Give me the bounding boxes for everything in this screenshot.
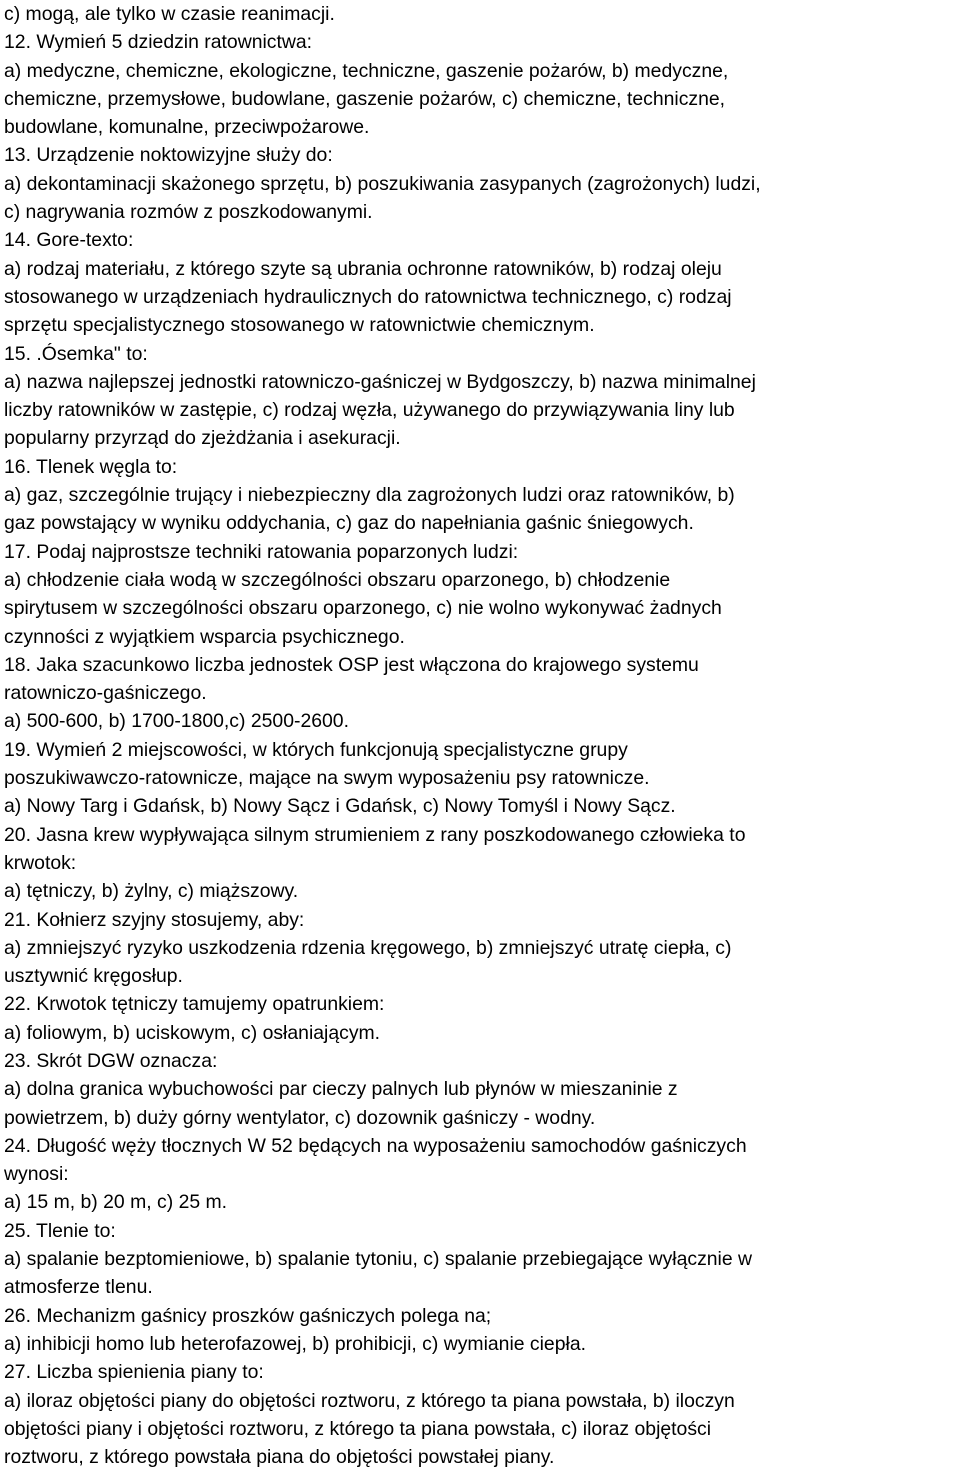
text-line: 20. Jasna krew wypływająca silnym strumieniem z rany poszkodowanego człowieka to — [4, 823, 746, 846]
text-line: 27. Liczba spienienia piany to: — [4, 1361, 264, 1384]
text-line: ratowniczo-gaśniczego. — [4, 682, 207, 705]
text-line: a) dolna granica wybuchowości par cieczy palnych lub płynów w mieszaninie z — [4, 1078, 678, 1101]
text-line: wynosi: — [4, 1163, 69, 1186]
text-line: 23. Skrót DGW oznacza: — [4, 1049, 218, 1072]
text-line: usztywnić kręgosłup. — [4, 965, 183, 988]
text-line: a) inhibicji homo lub heterofazowej, b) prohibicji, c) wymianie ciepła. — [4, 1332, 586, 1355]
text-line: a) 500-600, b) 1700-1800,c) 2500-2600. — [4, 710, 349, 733]
text-line: 14. Gore-texto: — [4, 229, 134, 252]
text-line: objętości piany i objętości roztworu, z którego ta piana powstała, c) iloraz objętości — [4, 1417, 712, 1440]
text-line: powietrzem, b) duży górny wentylator, c) dozownik gaśniczy - wodny. — [4, 1106, 596, 1129]
text-line: atmosferze tlenu. — [4, 1276, 153, 1299]
text-line: 25. Tlenie to: — [4, 1219, 116, 1242]
text-line: chemiczne, przemysłowe, budowlane, gaszenie pożarów, c) chemiczne, techniczne, — [4, 87, 726, 110]
text-line: 24. Długość węży tłocznych W 52 będących na wyposażeniu samochodów gaśniczych — [4, 1134, 747, 1157]
text-line: 17. Podaj najprostsze techniki ratowania poparzonych ludzi: — [4, 540, 519, 563]
text-line: 12. Wymień 5 dziedzin ratownictwa: — [4, 31, 313, 54]
text-line: gaz powstający w wyniku oddychania, c) gaz do napełniania gaśnic śniegowych. — [4, 512, 694, 535]
text-line: a) spalanie bezptomieniowe, b) spalanie tytoniu, c) spalanie przebiegające wyłącznie w — [4, 1248, 753, 1271]
text-line: 22. Krwotok tętniczy tamujemy opatrunkiem: — [4, 993, 385, 1016]
text-line: a) medyczne, chemiczne, ekologiczne, techniczne, gaszenie pożarów, b) medyczne, — [4, 59, 729, 82]
text-line: a) zmniejszyć ryzyko uszkodzenia rdzenia kręgowego, b) zmniejszyć utratę ciepła, c) — [4, 936, 732, 959]
text-line: 16. Tlenek węgla to: — [4, 455, 178, 478]
text-line: poszukiwawczo-ratownicze, mające na swym wyposażeniu psy ratownicze. — [4, 767, 650, 790]
text-line: a) foliowym, b) uciskowym, c) osłaniającym. — [4, 1021, 381, 1044]
text-line: stosowanego w urządzeniach hydraulicznych do ratownictwa technicznego, c) rodzaj — [4, 285, 732, 308]
text-line: a) Nowy Targ i Gdańsk, b) Nowy Sącz i Gdańsk, c) Nowy Tomyśl i Nowy Sącz. — [4, 795, 676, 818]
text-line: czynności z wyjątkiem wsparcia psychicznego. — [4, 625, 405, 648]
text-line: a) 15 m, b) 20 m, c) 25 m. — [4, 1191, 228, 1214]
text-line: spirytusem w szczególności obszaru oparzonego, c) nie wolno wykonywać żadnych — [4, 597, 722, 620]
text-line: 21. Kołnierz szyjny stosujemy, aby: — [4, 908, 305, 931]
text-line: 15. .Ósemka" to: — [4, 342, 148, 365]
text-line: a) tętniczy, b) żylny, c) miąższowy. — [4, 880, 299, 903]
text-line: a) dekontaminacji skażonego sprzętu, b) poszukiwania zasypanych (zagrożonych) ludzi, — [4, 172, 761, 195]
text-line: liczby ratowników w zastępie, c) rodzaj węzła, używanego do przywiązywania liny lub — [4, 399, 735, 422]
text-line: sprzętu specjalistycznego stosowanego w ratownictwie chemicznym. — [4, 314, 595, 337]
text-line: roztworu, z którego powstała piana do objętości powstałej piany. — [4, 1446, 555, 1469]
text-line: krwotok: — [4, 851, 77, 874]
text-line: popularny przyrząd do zjeżdżania i asekuracji. — [4, 427, 401, 450]
text-line: 19. Wymień 2 miejscowości, w których funkcjonują specjalistyczne grupy — [4, 738, 628, 761]
text-line: a) chłodzenie ciała wodą w szczególności obszaru oparzonego, b) chłodzenie — [4, 568, 671, 591]
text-line: a) nazwa najlepszej jednostki ratowniczo-gaśniczej w Bydgoszczy, b) nazwa minimalnej — [4, 370, 756, 393]
text-line: budowlane, komunalne, przeciwpożarowe. — [4, 116, 370, 139]
text-line: a) rodzaj materiału, z którego szyte są ubrania ochronne ratowników, b) rodzaj oleju — [4, 257, 722, 280]
text-line: c) nagrywania rozmów z poszkodowanymi. — [4, 201, 373, 224]
text-line: a) iloraz objętości piany do objętości roztworu, z którego ta piana powstała, b) iloczyn — [4, 1389, 735, 1412]
text-line: a) gaz, szczególnie trujący i niebezpieczny dla zagrożonych ludzi oraz ratowników, b) — [4, 484, 735, 507]
text-line: c) mogą, ale tylko w czasie reanimacji. — [4, 3, 335, 25]
text-line: 13. Urządzenie noktowizyjne służy do: — [4, 144, 333, 167]
text-line: 26. Mechanizm gaśnicy proszków gaśniczych polega na; — [4, 1304, 492, 1327]
text-line: 18. Jaka szacunkowo liczba jednostek OSP jest włączona do krajowego systemu — [4, 653, 699, 676]
